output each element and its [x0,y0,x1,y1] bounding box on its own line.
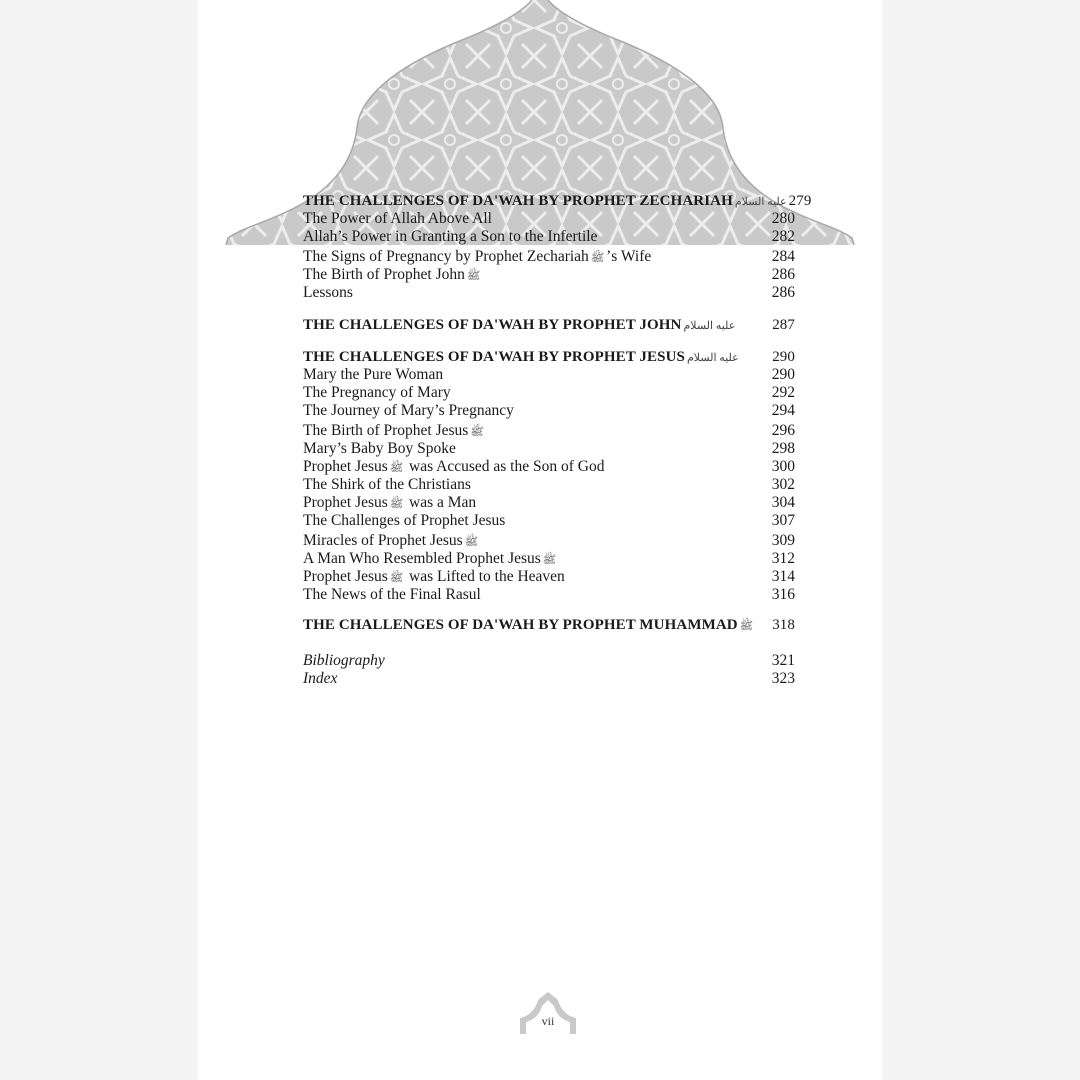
toc-chapter-heading [303,348,795,367]
toc-entry [303,532,795,551]
toc-entry-title [303,616,755,635]
toc-chapter-heading [303,316,795,335]
toc-title-text: Lessons [303,284,353,301]
toc-entry [303,402,795,420]
toc-page-number: 296 [771,422,795,439]
toc-page-number: 279 [788,193,812,209]
toc-entry [303,284,795,302]
toc-page-number: 318 [772,617,795,633]
toc-entry [303,512,795,530]
honorific-calligraphy-icon: ﷺ [590,252,605,264]
honorific-calligraphy-icon: عليه السلام [734,196,787,208]
honorific-calligraphy-icon: عليه السلام [686,352,739,364]
toc-title-text: THE CHALLENGES OF DA'WAH BY PROPHET ZECHARIAH [303,193,733,209]
toc-entry-title [303,550,558,569]
toc-entry [303,550,795,569]
toc-page-number: 284 [771,248,795,265]
toc-entry-title [303,568,565,587]
toc-page-number: 316 [771,586,795,603]
toc-entry-title [303,228,597,246]
toc-entry-title [303,402,514,420]
honorific-calligraphy-icon: ﷺ [389,572,404,584]
toc-title-text: Prophet Jesus [303,494,388,511]
toc-page-number: 292 [771,384,795,401]
honorific-calligraphy-icon: عليه السلام [683,320,736,332]
toc-page-number: 280 [771,210,795,227]
toc-entry [303,586,795,604]
toc-entry-title [303,284,353,302]
toc-title-text: Prophet Jesus [303,568,388,585]
toc-entry [303,568,795,587]
toc-entry-title [303,512,505,530]
toc-page-number: 323 [771,670,795,687]
toc-title-text: A Man Who Resembled Prophet Jesus [303,550,541,567]
toc-entry [303,652,795,670]
toc-entry-title [303,348,741,367]
toc-entry-title [303,266,482,285]
toc-page-number: 300 [771,458,795,475]
toc-entry [303,670,795,688]
toc-entry [303,266,795,285]
toc-title-suffix: was Accused as the Son of God [405,458,605,475]
toc-entry-title [303,458,604,477]
toc-page-number: 314 [771,568,795,585]
toc-entry [303,210,795,228]
toc-entry-title [303,670,337,688]
toc-title-text: The Journey of Mary’s Pregnancy [303,402,514,419]
toc-title-text: The Birth of Prophet Jesus [303,422,469,439]
toc-entry [303,476,795,494]
honorific-calligraphy-icon: ﷺ [739,620,753,632]
toc-page-number: 286 [771,266,795,283]
toc-entry-title [303,422,486,441]
toc-page-number: 298 [771,440,795,457]
book-page [198,0,882,1080]
toc-title-text: Allah’s Power in Granting a Son to the Infertile [303,228,598,245]
toc-page-number: 307 [771,512,795,529]
toc-entry [303,384,795,402]
toc-page-number: 309 [771,532,795,549]
toc-title-suffix: was Lifted to the Heaven [405,568,565,585]
toc-entry-title [303,248,651,267]
toc-entry-title [303,440,456,458]
toc-title-text: THE CHALLENGES OF DA'WAH BY PROPHET MUHAMMAD [303,617,738,633]
toc-page-number: 304 [771,494,795,511]
toc-page-number: 302 [771,476,795,493]
toc-entry [303,366,795,384]
toc-entry [303,422,795,441]
toc-title-text: THE CHALLENGES OF DA'WAH BY PROPHET JOHN [303,317,682,333]
toc-page-number: 286 [771,284,795,301]
toc-entry [303,440,795,458]
toc-title-text: The Power of Allah Above All [303,210,492,227]
toc-entry-title [303,366,443,384]
toc-title-text: The Birth of Prophet John [303,266,465,283]
toc-page-number: 282 [771,228,795,245]
toc-entry-title [303,384,451,402]
toc-page-number: 321 [771,652,795,669]
toc-title-suffix: ’s Wife [606,248,652,265]
toc-page-number: 290 [771,366,795,383]
toc-title-text: Miracles of Prophet Jesus [303,532,463,549]
toc-entry-title [303,192,789,211]
toc-title-suffix: was a Man [405,494,477,511]
toc-title-text: Mary’s Baby Boy Spoke [303,440,456,457]
toc-entry-title [303,586,481,604]
toc-entry [303,228,795,246]
page-number: vii [541,1014,555,1028]
toc-entry-title [303,210,492,228]
toc-title-text: Mary the Pure Woman [303,366,444,383]
toc-chapter-heading [303,192,812,211]
toc-title-text: THE CHALLENGES OF DA'WAH BY PROPHET JESUS [303,349,685,365]
toc-entry [303,248,795,267]
toc-entry-title [303,532,480,551]
toc-title-text: The Shirk of the Christians [303,476,471,493]
toc-entry-title [303,494,476,513]
honorific-calligraphy-icon: ﷺ [466,270,481,282]
toc-title-text: Index [303,670,338,687]
toc-title-text: Prophet Jesus [303,458,388,475]
toc-entry [303,494,795,513]
honorific-calligraphy-icon: ﷺ [470,426,484,438]
honorific-calligraphy-icon: ﷺ [389,498,404,510]
toc-title-text: Bibliography [303,652,385,669]
toc-title-text: The Challenges of Prophet Jesus [303,512,506,529]
honorific-calligraphy-icon: ﷺ [542,554,557,566]
toc-title-text: The Pregnancy of Mary [303,384,451,401]
toc-title-text: The Signs of Pregnancy by Prophet Zechariah [303,248,589,265]
toc-entry-title [303,652,385,670]
toc-chapter-heading [303,616,795,635]
toc-page-number: 287 [772,317,795,333]
toc-title-text: The News of the Final Rasul [303,586,481,603]
toc-entry-title [303,316,737,335]
toc-entry [303,458,795,477]
toc-page-number: 290 [772,349,795,365]
toc-page-number: 294 [771,402,795,419]
toc-page-number: 312 [771,550,795,567]
honorific-calligraphy-icon: ﷺ [389,462,404,474]
honorific-calligraphy-icon: ﷺ [464,536,479,548]
toc-entry-title [303,476,471,494]
